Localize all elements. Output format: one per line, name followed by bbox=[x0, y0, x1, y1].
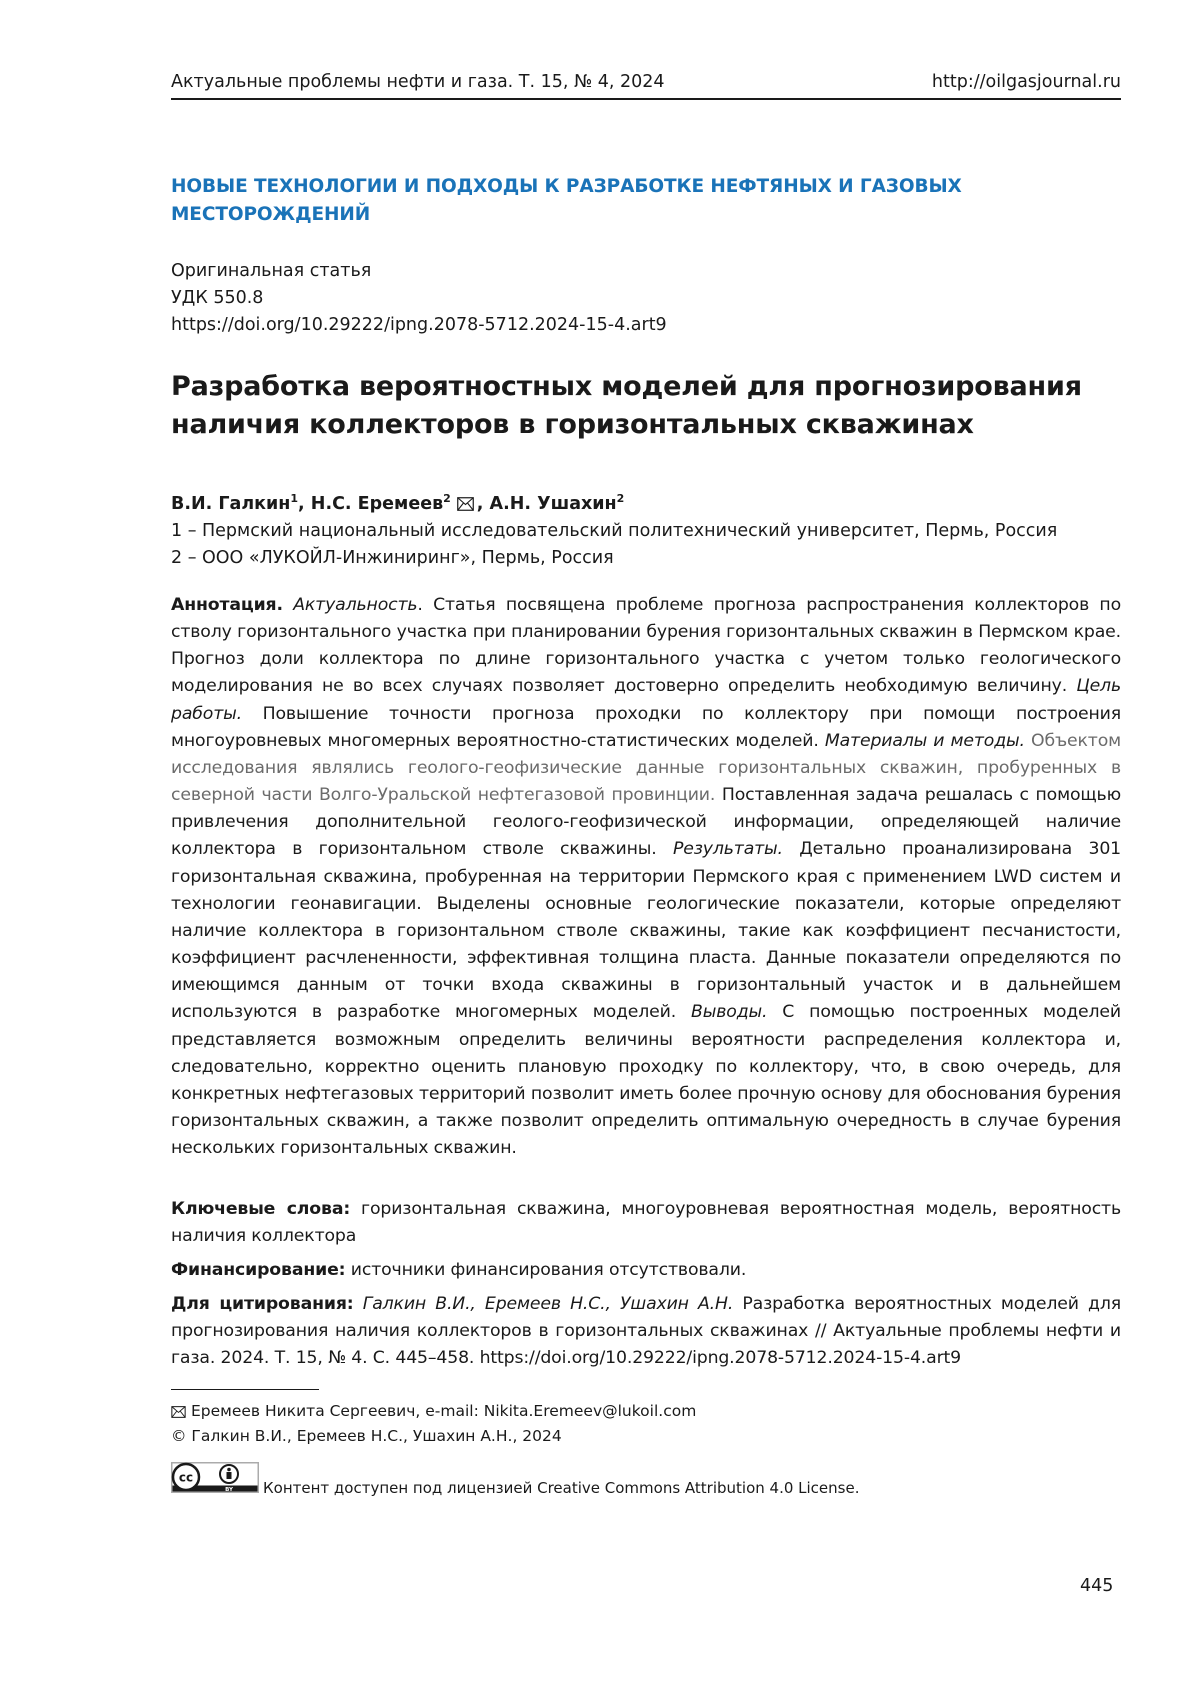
envelope-icon bbox=[171, 1402, 186, 1425]
author-2: Н.С. Еремеев bbox=[310, 493, 444, 514]
keywords-text: горизонтальная скважина, многоуровневая вероятностная модель, вероятность наличия коллектора bbox=[171, 1199, 1121, 1247]
license-block bbox=[171, 1462, 859, 1497]
journal-url[interactable]: http://oilgasjournal.ru bbox=[931, 72, 1121, 92]
author-3-affiliation: 2 bbox=[616, 492, 625, 505]
conclusions-label: Выводы. bbox=[691, 1002, 768, 1023]
section-heading-line-2: МЕСТОРОЖДЕНИЙ bbox=[171, 204, 371, 225]
footnote-divider bbox=[171, 1389, 319, 1390]
affiliations bbox=[171, 518, 1057, 572]
goal-label: Цель работы. bbox=[171, 676, 1121, 724]
article-meta bbox=[171, 258, 667, 339]
cc-by-label: BY bbox=[225, 1487, 233, 1493]
author-list bbox=[171, 492, 624, 516]
article-type: Оригинальная статья bbox=[171, 261, 372, 281]
funding-text: источники финансирования отсутствовали. bbox=[345, 1260, 747, 1280]
contact-footnote bbox=[171, 1400, 696, 1425]
citation-text: Разработка вероятностных моделей для прогнозирования наличия коллекторов в горизонтальных скважинах // Актуальные проблемы нефти и газа. 2024. Т. 15, № 4. С. 445–458. https://doi.org/10.29222/ipng.2078-5712.2024-15-4.art9 bbox=[171, 1294, 1121, 1369]
cc-license-badge[interactable] bbox=[171, 1462, 259, 1497]
citation-label: Для цитирования: bbox=[171, 1294, 354, 1314]
keywords bbox=[171, 1196, 1121, 1250]
citation bbox=[171, 1291, 1121, 1372]
contact-text[interactable]: Еремеев Никита Сергеевич, e-mail: Nikita.Eremeev@lukoil.com bbox=[191, 1402, 697, 1420]
goal-text: Повышение точности прогноза проходки по коллектору при помощи построения многоуровневых многомерных вероятностно-статистических моделей. bbox=[171, 703, 1121, 751]
license-text: Контент доступен под лицензией Creative Commons Attribution 4.0 License. bbox=[263, 1479, 860, 1497]
methods-text: Поставленная задача решалась с помощью привлечения дополнительной геолого-геофизической информации, определяющей наличие коллектора в горизонтальном стволе скважины. bbox=[171, 785, 1121, 860]
relevance-text: . Статья посвящена проблеме прогноза распространения коллекторов по стволу горизонтального участка при планировании бурения горизонтальных скважин в Пермском крае. Прогноз доли коллектора по длине горизонтального участка с учетом только геологического моделирования не во всех случаях позволяет достоверно определить необходимую величину. bbox=[171, 595, 1122, 697]
methods-label: Материалы и методы. bbox=[824, 730, 1025, 751]
author-separator: , bbox=[298, 493, 311, 514]
title-line-1: Разработка вероятностных моделей для прогнозирования bbox=[171, 371, 1082, 402]
article-title bbox=[171, 368, 1121, 444]
results-label: Результаты. bbox=[672, 839, 783, 860]
affiliation-1: 1 – Пермский национальный исследовательский политехнический университет, Пермь, Россия bbox=[171, 521, 1058, 541]
methods-text-gray: Объектом исследования являлись геолого-геофизические данные горизонтальных скважин, пробуренных в северной части Волго-Уральской нефтегазовой провинции. bbox=[171, 730, 1122, 806]
doi-link[interactable]: https://doi.org/10.29222/ipng.2078-5712.2024-15-4.art9 bbox=[171, 315, 667, 335]
author-1: В.И. Галкин bbox=[171, 493, 291, 514]
journal-reference: Актуальные проблемы нефти и газа. Т. 15, № 4, 2024 bbox=[171, 72, 665, 92]
relevance-label: Актуальность bbox=[293, 595, 418, 615]
abstract-label: Аннотация. bbox=[171, 595, 283, 615]
citation-authors: Галкин В.И., Еремеев Н.С., Ушахин А.Н. bbox=[353, 1294, 734, 1314]
author-separator: , bbox=[476, 493, 490, 514]
funding bbox=[171, 1257, 1121, 1284]
funding-label: Финансирование: bbox=[171, 1260, 346, 1280]
section-heading bbox=[171, 173, 1031, 229]
affiliation-2: 2 – ООО «ЛУКОЙЛ-Инжиниринг», Пермь, Россия bbox=[171, 548, 614, 568]
section-heading-line-1: НОВЫЕ ТЕХНОЛОГИИ И ПОДХОДЫ К РАЗРАБОТКЕ НЕФТЯНЫХ И ГАЗОВЫХ bbox=[171, 176, 962, 197]
title-line-2: наличия коллекторов в горизонтальных скважинах bbox=[171, 409, 974, 440]
conclusions-text: С помощью построенных моделей представляется возможным определить величины вероятности распределения коллектора и, следовательно, корректно оценить плановую проходку по коллектору, что, в свою очередь, для конкретных нефтегазовых территорий позволит иметь более прочную основу для обоснования бурения горизонтальных скважин, а также позволит определить оптимальную очередность в случае бурения нескольких горизонтальных скважин. bbox=[171, 1002, 1121, 1159]
results-text: Детально проанализирована 301 горизонтальная скважина, пробуренная на территории Пермского края с применением LWD систем и технологии геонавигации. Выделены основные геологические показатели, которые определяют наличие коллектора в горизонтальном стволе скважины, такие как коэффициент песчанистости, коэффициент расчлененности, эффективная толщина пласта. Данные показатели определяются по имеющимся данным от точки входа скважины в горизонтальный участок и в дальнейшем используются в разработке многомерных моделей. bbox=[171, 839, 1122, 1023]
keywords-label: Ключевые слова: bbox=[171, 1199, 351, 1219]
author-3: А.Н. Ушахин bbox=[489, 493, 617, 514]
author-1-affiliation: 1 bbox=[290, 492, 299, 505]
author-2-affiliation: 2 bbox=[443, 492, 451, 505]
running-header bbox=[171, 72, 1121, 100]
udk-code: УДК 550.8 bbox=[171, 288, 264, 308]
svg-text:cc: cc bbox=[178, 1470, 194, 1485]
page-number: 445 bbox=[1080, 1576, 1114, 1596]
abstract bbox=[171, 592, 1121, 1162]
copyright-footnote: © Галкин В.И., Еремеев Н.С., Ушахин А.Н., 2024 bbox=[171, 1427, 562, 1445]
envelope-icon[interactable] bbox=[457, 496, 474, 516]
